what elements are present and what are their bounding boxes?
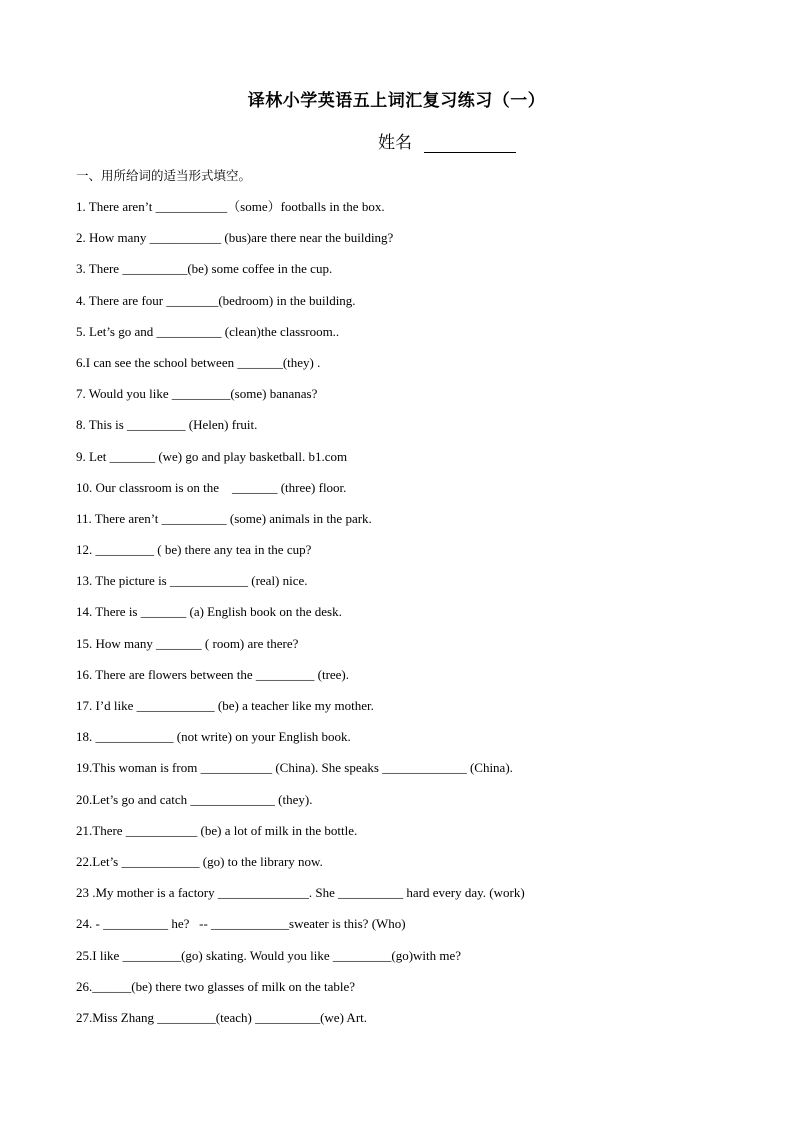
question-item: 26.______(be) there two glasses of milk on the table? xyxy=(76,978,356,994)
question-item: 24. - __________ he? -- ____________sweater is this? (Who) xyxy=(76,916,406,932)
question-item: 14. There is _______ (a) English book on the desk. xyxy=(76,604,342,620)
question-item: 11. There aren’t __________ (some) animals in the park. xyxy=(76,510,372,526)
question-item: 8. This is _________ (Helen) fruit. xyxy=(76,417,258,433)
question-item: 6.I can see the school between _______(they) . xyxy=(76,354,321,370)
question-item: 27.Miss Zhang _________(teach) __________(we) Art. xyxy=(76,1009,368,1025)
question-item: 16. There are flowers between the _________ (tree). xyxy=(76,666,350,682)
page-title: 译林小学英语五上词汇复习练习（一） xyxy=(247,91,546,111)
question-item: 5. Let’s go and __________ (clean)the classroom.. xyxy=(76,323,340,339)
question-item: 3. There __________(be) some coffee in the cup. xyxy=(76,261,333,277)
question-item: 13. The picture is ____________ (real) nice. xyxy=(76,573,308,589)
question-item: 4. There are four ________(bedroom) in the building. xyxy=(76,292,356,308)
question-item: 2. How many ___________ (bus)are there near the building? xyxy=(76,230,394,246)
question-list xyxy=(76,197,525,1039)
question-item: 23 .My mother is a factory ______________. She __________ hard every day. (work) xyxy=(76,885,525,901)
section-heading: 一、用所给词的适当形式填空。 xyxy=(76,168,252,183)
question-item: 10. Our classroom is on the _______ (three) floor. xyxy=(76,479,347,495)
question-item: 15. How many _______ ( room) are there? xyxy=(76,635,299,651)
question-item: 22.Let’s ____________ (go) to the library now. xyxy=(76,853,323,869)
question-item: 25.I like _________(go) skating. Would you like _________(go)with me? xyxy=(76,947,462,963)
question-item: 17. I’d like ____________ (be) a teacher like my mother. xyxy=(76,698,374,713)
question-item: 12. _________ ( be) there any tea in the cup? xyxy=(76,542,312,558)
question-item: 9. Let _______ (we) go and play basketball. b1.com xyxy=(76,448,348,464)
name-blank-field[interactable] xyxy=(424,134,516,153)
question-item: 7. Would you like _________(some) bananas? xyxy=(76,386,318,402)
question-item: 21.There ___________ (be) a lot of milk in the bottle. xyxy=(76,822,358,838)
name-label: 姓名 xyxy=(378,133,412,153)
question-item: 18. ____________ (not write) on your English book. xyxy=(76,729,351,745)
question-item: 19.This woman is from ___________ (China). She speaks _____________ (China). xyxy=(76,760,513,776)
question-item: 20.Let’s go and catch _____________ (they). xyxy=(76,791,313,807)
question-item: 1. There aren’t ___________（some）footballs in the box. xyxy=(76,199,385,214)
name-row xyxy=(378,128,516,153)
